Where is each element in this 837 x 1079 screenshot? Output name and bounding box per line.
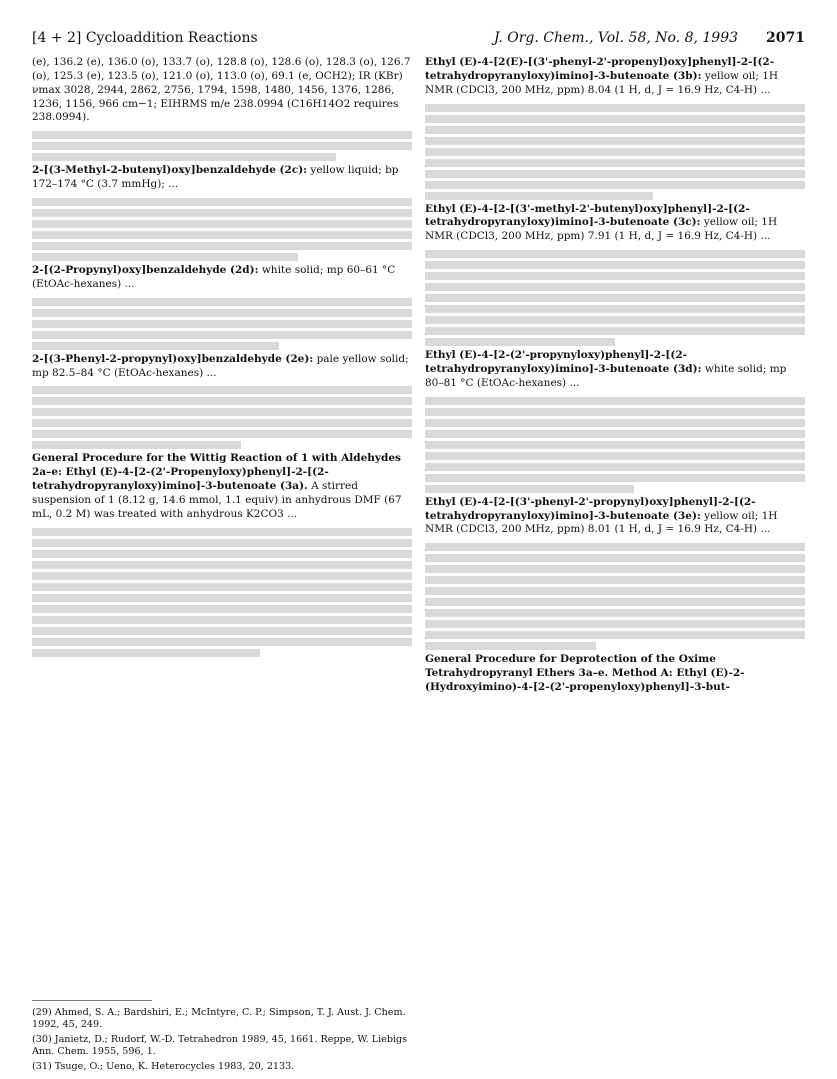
text-lines-placeholder <box>425 250 805 346</box>
text-lines-placeholder <box>32 528 412 657</box>
paragraph: General Procedure for Deprotection of the Oxime Tetrahydropyranyl Ethers 3a–e. Method A: Ethyl (E)-2-(Hydroxyimino)-4-[2-(2'-propenyloxy)phenyl]-3-but- <box>425 653 745 694</box>
paragraph: 2-[(3-Methyl-2-butenyl)oxy]benzaldehyde (2c): yellow liquid; bp 172–174 °C (3.7 mmHg); ... <box>32 164 399 191</box>
paragraph: General Procedure for the Wittig Reaction of 1 with Aldehydes 2a–e: Ethyl (E)-4-[2-(2'-Propenyloxy)phenyl]-2-[(2-tetrahydropyranyloxy)imino]-3-butenoate (3a). A stirred suspension of 1 (8.12 g, 14.6 mmol, 1.1 equiv) in anhydrous DMF (67 mL, 0.2 M) was treated with anhydrous K2CO3 ... <box>32 452 402 520</box>
journal-citation: J. Org. Chem., Vol. 58, No. 8, 1993 <box>493 30 739 46</box>
footnote: (29) Ahmed, S. A.; Bardshiri, E.; McIntyre, C. P.; Simpson, T. J. Aust. J. Chem. 1992, 45, 249. <box>32 1007 406 1030</box>
paragraph: Ethyl (E)-4-[2-[(3'-phenyl-2'-propynyl)oxy]phenyl]-2-[(2-tetrahydropyranyloxy)imino]-3-butenoate (3e): yellow oil; 1H NMR (CDCl3, 200 MHz, ppm) 8.01 (1 H, d, J = 16.9 Hz, C4-H) ... <box>425 495 778 536</box>
paragraph: (e), 136.2 (e), 136.0 (o), 133.7 (o), 128.8 (o), 128.6 (o), 128.3 (o), 126.7 (o), 125.3 (e), 123.5 (o), 121.0 (o), 113.0 (o), 69.1 (e, OCH2); IR (KBr) νmax 3028, 2944, 2862, 2756, 1794, 1598, 1480, 1456, 1376, 1286, 1236, 1156, 966 cm−1; EIHRMS m/e 238.0994 (C16H14O2 requires 238.0994). <box>32 56 411 124</box>
text-lines-placeholder <box>32 131 412 161</box>
left-column <box>32 56 412 660</box>
paragraph: Ethyl (E)-4-[2-(2'-propynyloxy)phenyl]-2-[(2-tetrahydropyranyloxy)imino]-3-butenoate (3d): white solid; mp 80–81 °C (EtOAc-hexanes) ... <box>425 349 787 389</box>
text-lines-placeholder <box>425 104 805 200</box>
footnote: (31) Tsuge, O.; Ueno, K. Heterocycles 1983, 20, 2133. <box>32 1060 295 1072</box>
text-lines-placeholder <box>32 386 412 449</box>
header-left: [4 + 2] Cycloaddition Reactions <box>32 30 258 46</box>
paragraph: Ethyl (E)-4-[2(E)-[(3'-phenyl-2'-propenyl)oxy]phenyl]-2-[(2-tetrahydropyranyloxy)imino]-3-butenoate (3b): yellow oil; 1H NMR (CDCl3, 200 MHz, ppm) 8.04 (1 H, d, J = 16.9 Hz, C4-H) ... <box>425 56 779 96</box>
page-number: 2071 <box>766 30 805 46</box>
footnotes <box>32 1000 412 1076</box>
text-lines-placeholder <box>425 543 805 650</box>
text-lines-placeholder <box>425 397 805 493</box>
text-lines-placeholder <box>32 298 412 350</box>
paragraph: 2-[(3-Phenyl-2-propynyl)oxy]benzaldehyde (2e): pale yellow solid; mp 82.5–84 °C (EtOAc-hexanes) ... <box>32 352 409 379</box>
running-header <box>32 24 805 46</box>
footnote: (30) Janietz, D.; Rudorf, W.-D. Tetrahedron 1989, 45, 1661. Reppe, W. Liebigs Ann. Chem. 1955, 596, 1. <box>32 1033 408 1057</box>
text-lines-placeholder <box>32 198 412 261</box>
paragraph: 2-[(2-Propynyl)oxy]benzaldehyde (2d): white solid; mp 60–61 °C (EtOAc-hexanes) ... <box>32 264 396 290</box>
right-column <box>425 56 805 701</box>
footnote-rule <box>32 1000 152 1001</box>
paragraph: Ethyl (E)-4-[2-[(3'-methyl-2'-butenyl)oxy]phenyl]-2-[(2-tetrahydropyranyloxy)imino]-3-butenoate (3c): yellow oil; 1H NMR (CDCl3, 200 MHz, ppm) 7.91 (1 H, d, J = 16.9 Hz, C4-H) ... <box>425 202 778 243</box>
header-right <box>494 30 805 46</box>
